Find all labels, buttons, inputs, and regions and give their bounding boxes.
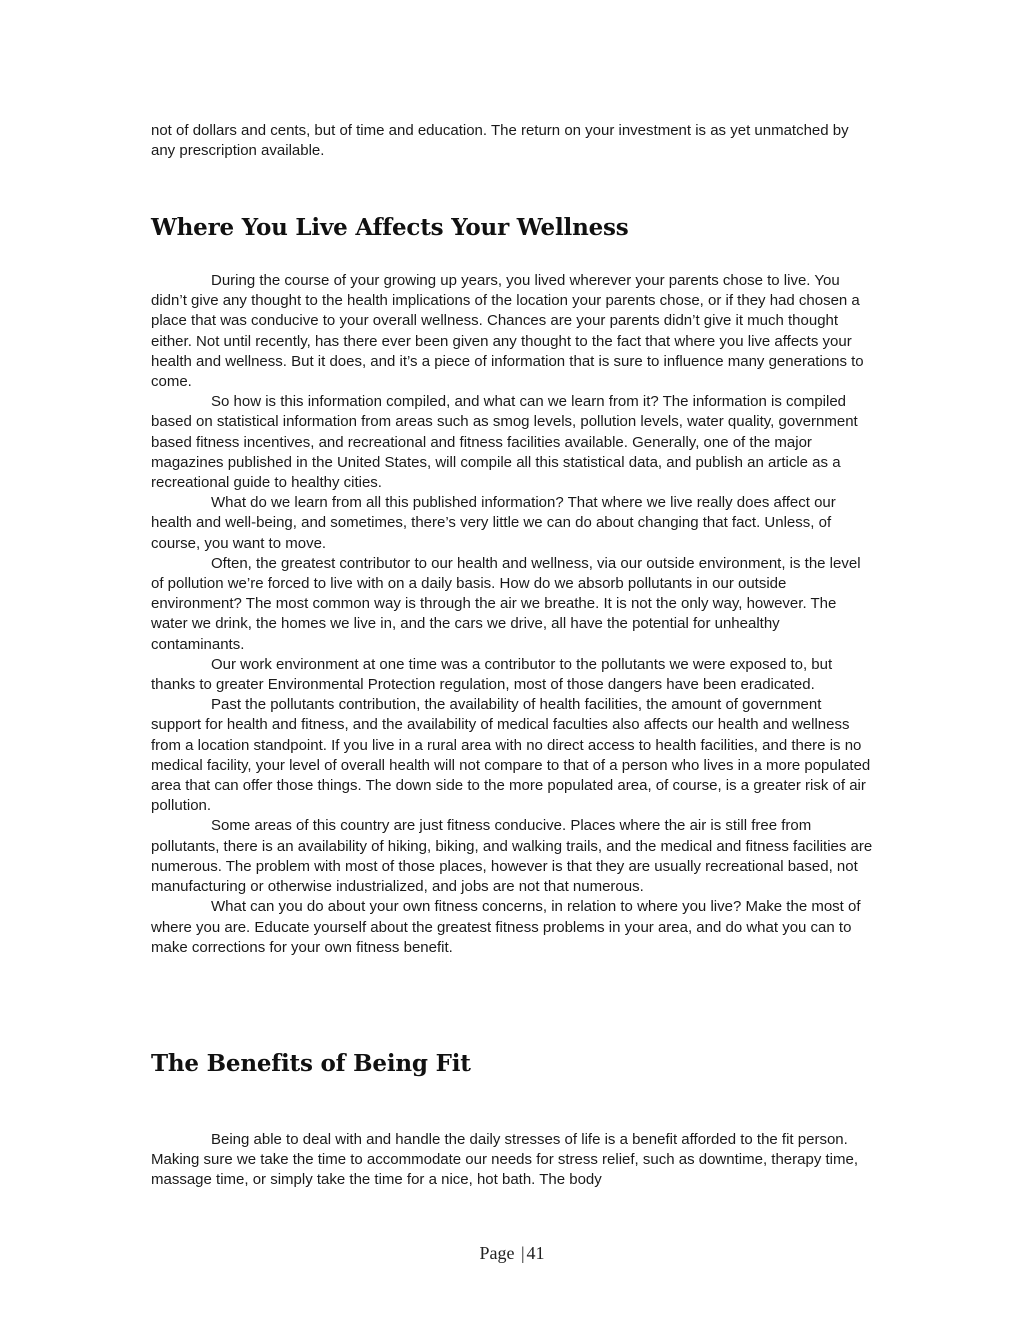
section-body-benefits-of-being-fit — [151, 1130, 873, 1191]
paragraph: So how is this information compiled, and what can we learn from it? The information is compiled based on statistical information from areas such as smog levels, pollution levels, water quality, government based fitness incentives, and recreational and fitness facilities available. Generally, one of the major magazines published in the United States, will compile all this statistical data, and publish an article as a recreational guide to healthy cities. — [151, 393, 858, 492]
page-number: 41 — [526, 1243, 545, 1263]
paragraph: During the course of your growing up years, you lived wherever your parents chose to live. You didn’t give any thought to the health implications of the location your parents chose, or if they had chosen a place that was conducive to your overall wellness. Chances are your parents didn’t give it much thought either. Not until recently, has there ever been given any thought to the fact that where you live affects your health and wellness. But it does, and it’s a piece of information that is sure to influence many generations to come. — [151, 272, 864, 391]
paragraph: Some areas of this country are just fitness conducive. Places where the air is still free from pollutants, there is an availability of hiking, biking, and walking trails, and the medical and fitness facilities are numerous. The problem with most of those places, however is that they are usually recreational based, not manufacturing or otherwise industrialized, and jobs are not that numerous. — [151, 817, 873, 896]
paragraph: Being able to deal with and handle the daily stresses of life is a benefit afforded to the fit person. Making sure we take the time to accommodate our needs for stress relief, such as downtime, therapy time, massage time, or simply take the time for a nice, hot bath. The body — [151, 1131, 858, 1189]
section-heading-benefits-of-being-fit: The Benefits of Being Fit — [151, 1050, 471, 1077]
section-heading-where-you-live: Where You Live Affects Your Wellness — [151, 214, 629, 241]
paragraph: Past the pollutants contribution, the availability of health facilities, the amount of government support for health and fitness, and the availability of medical faculties also affects our health and wellness from a location standpoint. If you live in a rural area with no direct access to health facilities, and there is no medical facility, your level of overall health will not compare to that of a person who lives in a more populated area that can offer those things. The down side to the more populated area, of course, is a greater risk of air pollution. — [151, 696, 871, 815]
page-footer — [0, 1243, 1024, 1264]
paragraph: What can you do about your own fitness concerns, in relation to where you live? Make the most of where you are. Educate yourself about the greatest fitness problems in your area, and do what you can to make corrections for your own fitness benefit. — [151, 898, 861, 956]
continuation-paragraph: not of dollars and cents, but of time and education. The return on your investment is as yet unmatched by any prescription available. — [151, 122, 849, 160]
page-separator: | — [520, 1243, 525, 1263]
page-label: Page — [479, 1243, 515, 1263]
section-body-where-you-live — [151, 271, 873, 958]
paragraph: Our work environment at one time was a contributor to the pollutants we were exposed to, but thanks to greater Environmental Protection regulation, most of those dangers have been eradicated. — [151, 655, 833, 694]
paragraph: Often, the greatest contributor to our health and wellness, via our outside environment, is the level of pollution we’re forced to live with on a daily basis. How do we absorb pollutants in our outside environment? The most common way is through the air we breathe. It is not the only way, however. The water we drink, the homes we live in, and the cars we drive, all have the potential for unhealthy contaminants. — [151, 554, 861, 653]
paragraph: What do we learn from all this published information? That where we live really does affect our health and well-being, and sometimes, there’s very little we can do about changing that fact. Unless, of course, you want to move. — [151, 494, 836, 552]
